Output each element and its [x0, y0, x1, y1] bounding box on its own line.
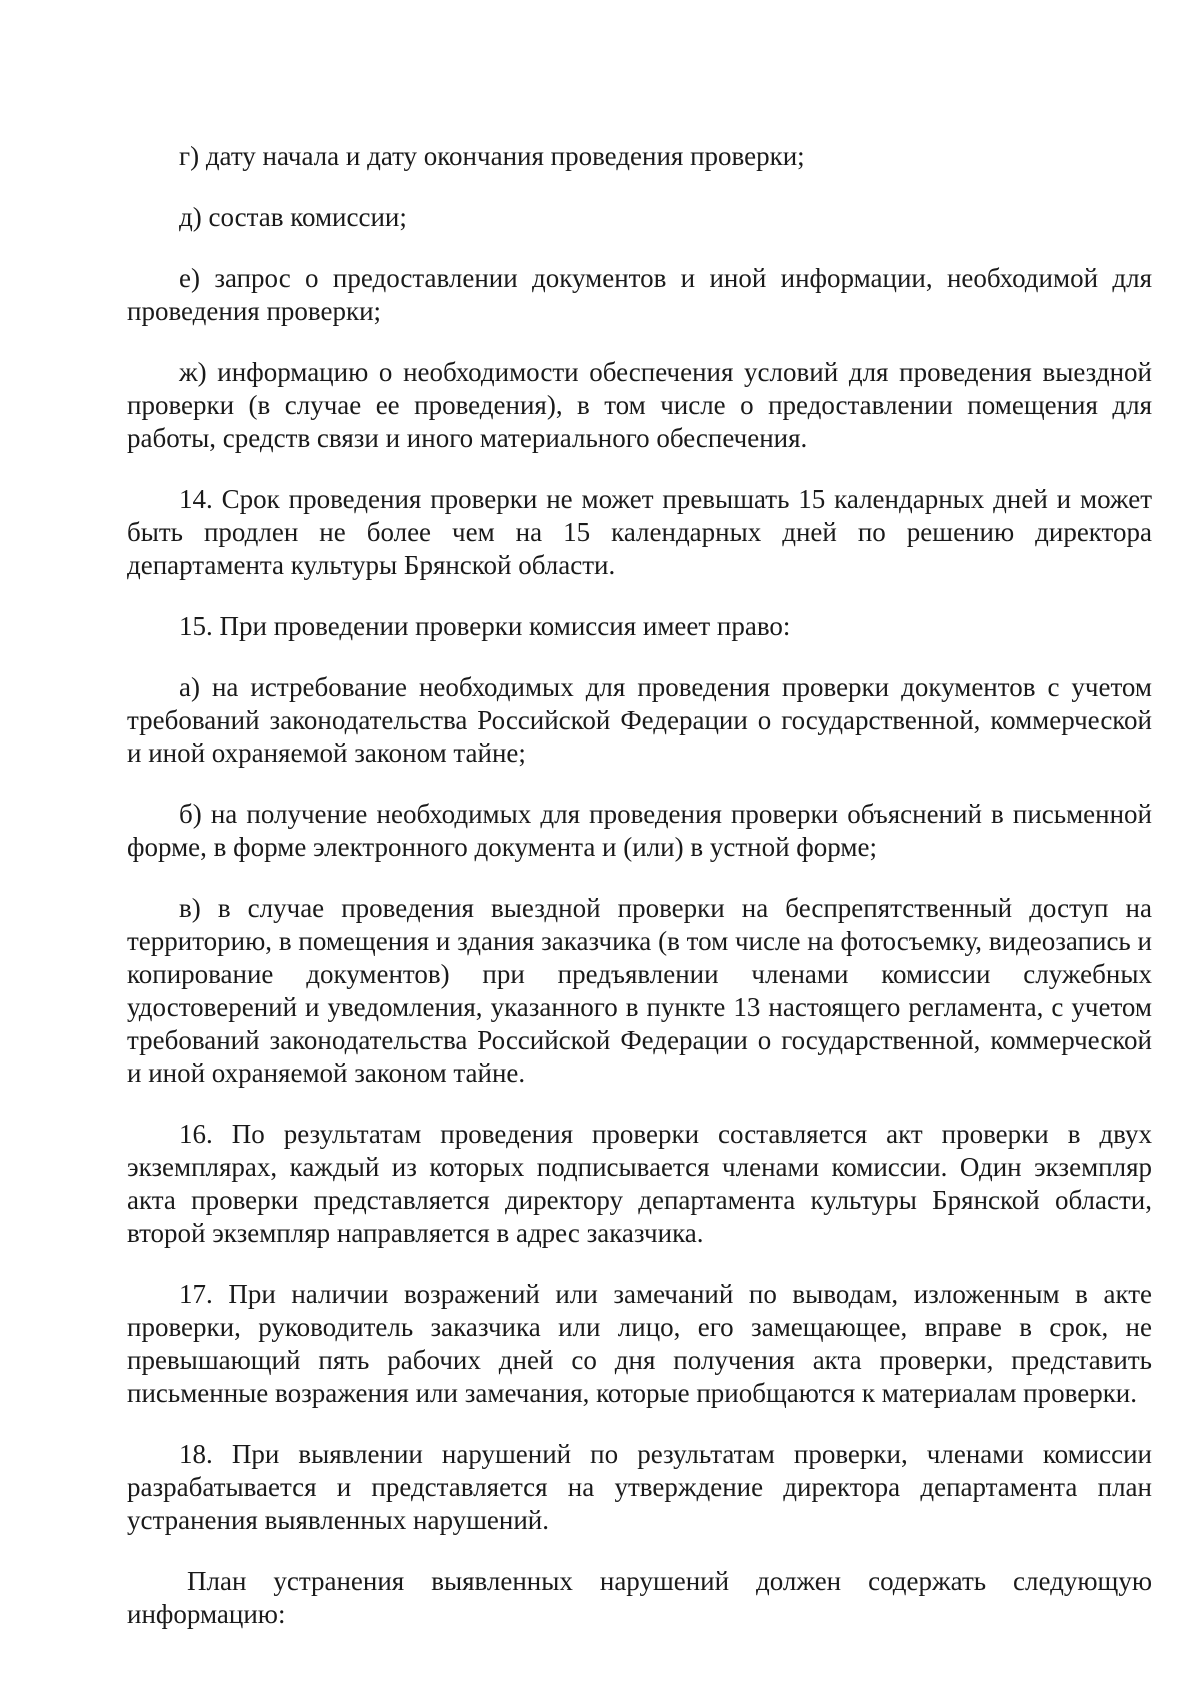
paragraph-item-v: в) в случае проведения выездной проверки на беспрепятственный доступ на территорию, в помещения и здания заказчика (в том числе на фотосъемку, видеозапись и копирование документов) при предъявлении членами комиссии служебных удостоверений и уведомления, указанного в пункте 13 настоящего регламента, с учетом требований законодательства Российской Федерации о государственной, коммерческой и иной охраняемой законом тайне. — [127, 893, 1152, 1088]
paragraph-item-b: б) на получение необходимых для проведения проверки объяснений в письменной форме, в форме электронного документа и (или) в устной форме; — [127, 799, 1152, 862]
paragraph-item-e: е) запрос о предоставлении документов и иной информации, необходимой для проведения проверки; — [127, 263, 1152, 326]
paragraph-item-zh: ж) информацию о необходимости обеспечения условий для проведения выездной проверки (в случае ее проведения), в том числе о предоставлении помещения для работы, средств связи и иного материального обеспечения. — [127, 357, 1152, 453]
paragraph-clause-15: 15. При проведении проверки комиссия имеет право: — [179, 611, 791, 641]
paragraph-clause-14: 14. Срок проведения проверки не может превышать 15 календарных дней и может быть продлен не более чем на 15 календарных дней по решению директора департамента культуры Брянской области. — [127, 484, 1152, 580]
paragraph-item-d: д) состав комиссии; — [179, 202, 407, 232]
paragraph-clause-16: 16. По результатам проведения проверки составляется акт проверки в двух экземплярах, каждый из которых подписывается членами комиссии. Один экземпляр акта проверки представляется директору департамента культуры Брянской области, второй экземпляр направляется в адрес заказчика. — [127, 1119, 1152, 1248]
paragraph-clause-18: 18. При выявлении нарушений по результатам проверки, членами комиссии разрабатывается и представляется на утверждение директора департамента план устранения выявленных нарушений. — [127, 1439, 1152, 1535]
paragraph-item-g: г) дату начала и дату окончания проведения проверки; — [179, 141, 805, 171]
paragraph-clause-17: 17. При наличии возражений или замечаний по выводам, изложенным в акте проверки, руководитель заказчика или лицо, его замещающее, вправе в срок, не превышающий пять рабочих дней со дня получения акта проверки, представить письменные возражения или замечания, которые приобщаются к материалам проверки. — [127, 1279, 1152, 1408]
paragraph-item-a: а) на истребование необходимых для проведения проверки документов с учетом требований законодательства Российской Федерации о государственной, коммерческой и иной охраняемой законом тайне; — [127, 672, 1152, 768]
paragraph-plan-intro: План устранения выявленных нарушений должен содержать следующую информацию: — [127, 1566, 1152, 1629]
